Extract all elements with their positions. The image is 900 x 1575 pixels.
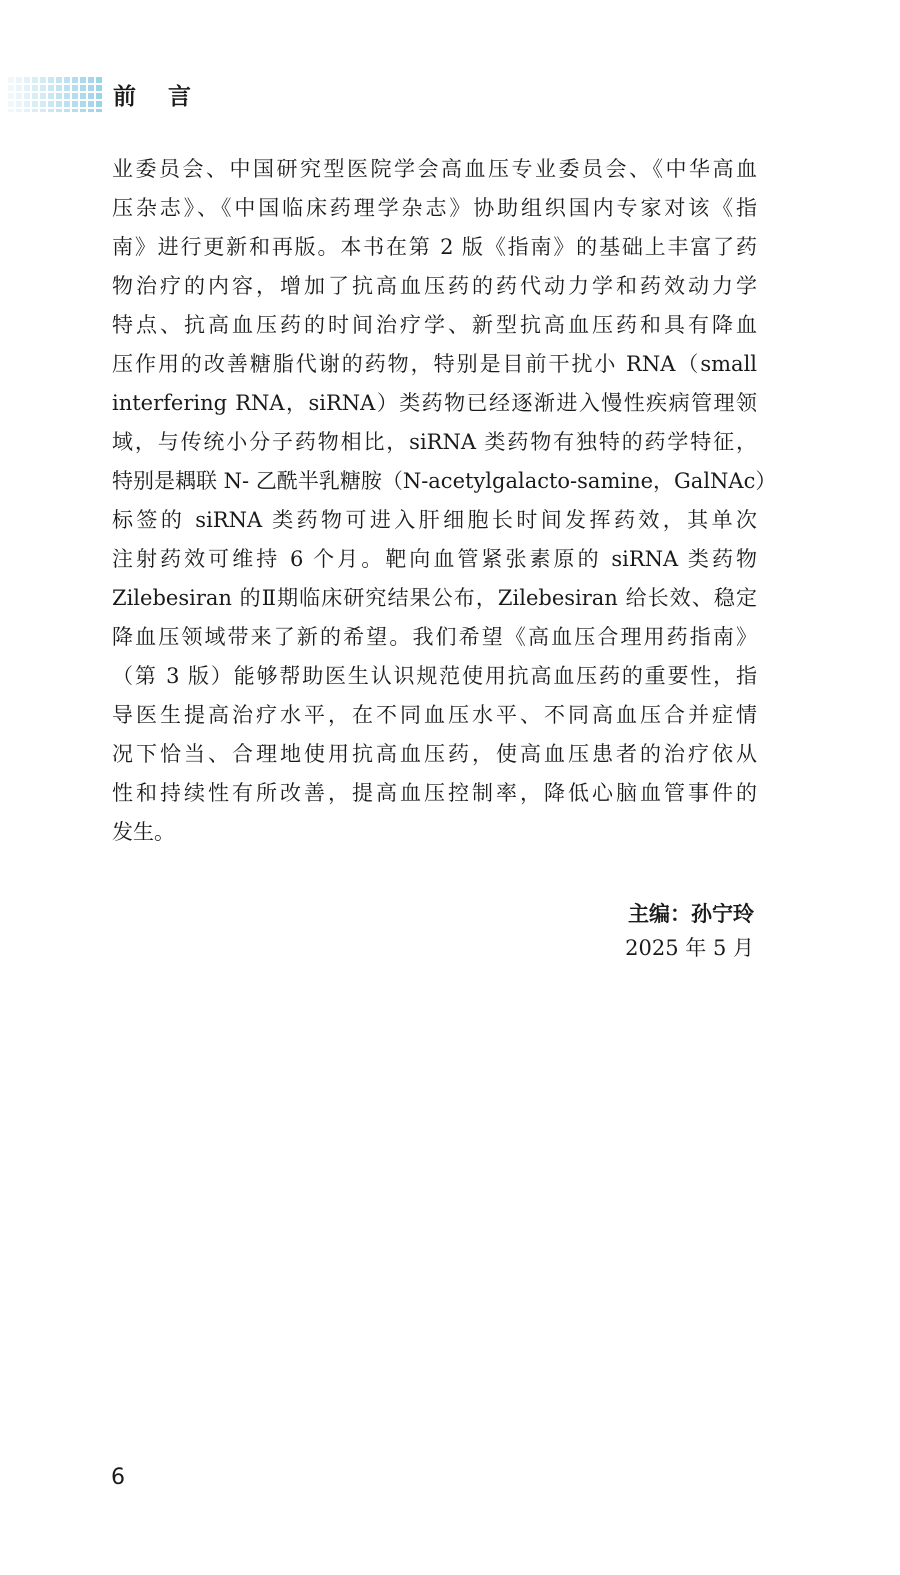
paragraph-line: 特别是耦联 N- 乙酰半乳糖胺（N-acetylgalacto-samine，GalNAc） xyxy=(112,469,777,493)
body-text xyxy=(112,150,777,852)
paragraph-line: 况下恰当、合理地使用抗高血压药，使高血压患者的治疗依从 xyxy=(112,742,757,766)
paragraph-line: 导医生提高治疗水平，在不同血压水平、不同高血压合并症情 xyxy=(112,703,757,727)
paragraph-line: 性和持续性有所改善，提高血压控制率，降低心脑血管事件的 xyxy=(112,781,757,805)
paragraph-line: 标签的 siRNA 类药物可进入肝细胞长时间发挥药效，其单次 xyxy=(112,508,757,532)
paragraph-line: interfering RNA，siRNA）类药物已经逐渐进入慢性疾病管理领 xyxy=(112,391,757,415)
decorative-dot-grid-icon xyxy=(8,76,104,112)
paragraph-line: 压作用的改善糖脂代谢的药物，特别是目前干扰小 RNA（small xyxy=(112,352,757,376)
signature-block xyxy=(625,897,754,965)
publication-date: 2025 年 5 月 xyxy=(625,936,754,960)
paragraph-line: 物治疗的内容，增加了抗高血压药的药代动力学和药效动力学 xyxy=(112,274,757,298)
paragraph-line: （第 3 版）能够帮助医生认识规范使用抗高血压药的重要性，指 xyxy=(112,664,757,688)
paragraph-line: 域，与传统小分子药物相比，siRNA 类药物有独特的药学特征， xyxy=(112,430,757,454)
editor-name: 主编：孙宁玲 xyxy=(628,902,754,926)
paragraph-line: 业委员会、中国研究型医院学会高血压专业委员会、《中华高血 xyxy=(112,157,757,181)
paragraph-line: 降血压领域带来了新的希望。我们希望《高血压合理用药指南》 xyxy=(112,625,757,649)
paragraph-line: 压杂志》、《中国临床药理学杂志》协助组织国内专家对该《指 xyxy=(112,196,757,220)
page-number: 6 xyxy=(111,1465,125,1490)
paragraph-line: Zilebesiran 的Ⅱ期临床研究结果公布，Zilebesiran 给长效、稳定 xyxy=(112,586,757,610)
paragraph-line: 注射药效可维持 6 个月。靶向血管紧张素原的 siRNA 类药物 xyxy=(112,547,757,571)
paragraph-line: 南》进行更新和再版。本书在第 2 版《指南》的基础上丰富了药 xyxy=(112,235,757,259)
section-title: 前 言 xyxy=(113,84,192,110)
paragraph-line: 特点、抗高血压药的时间治疗学、新型抗高血压药和具有降血 xyxy=(112,313,757,337)
paragraph-line: 发生。 xyxy=(112,820,175,844)
